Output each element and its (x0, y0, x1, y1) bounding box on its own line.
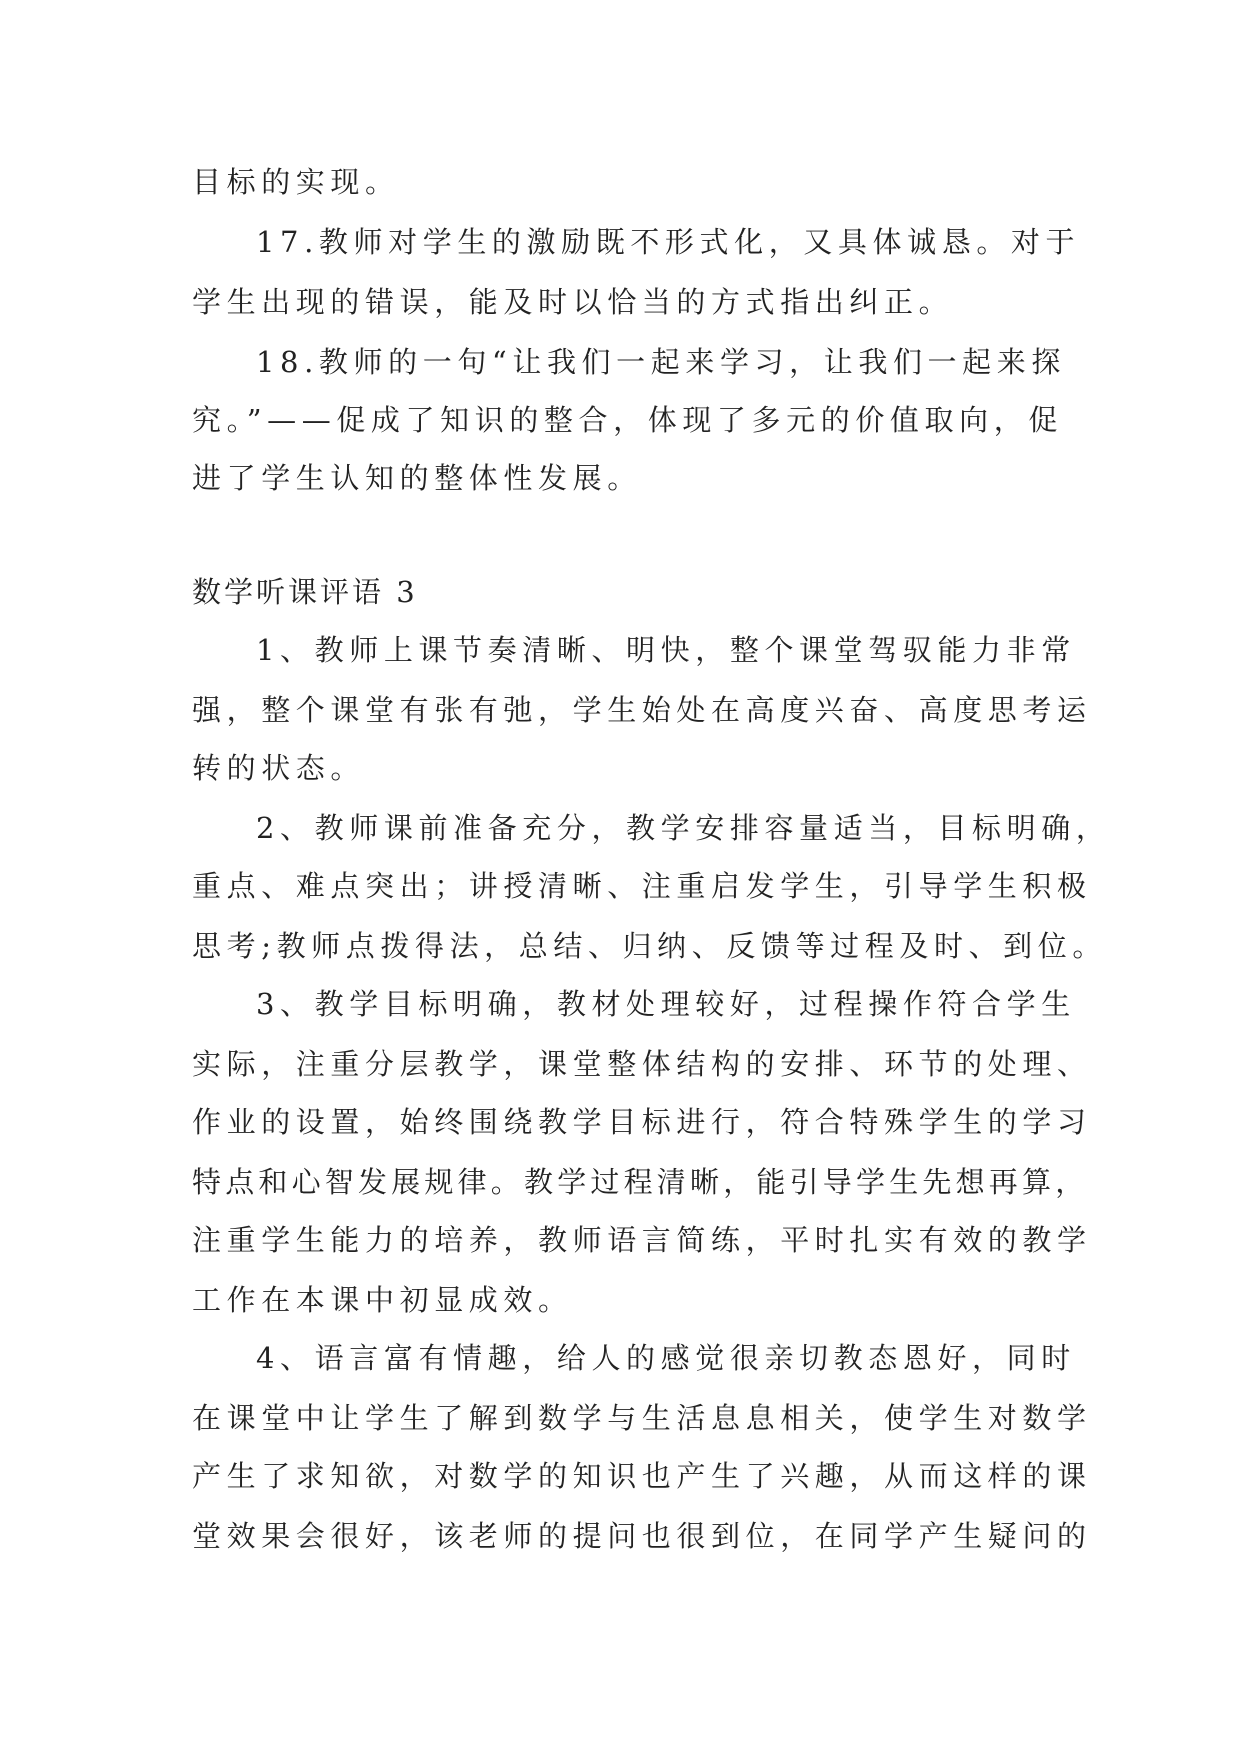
text-line: 目标的实现。 (192, 165, 400, 199)
text-line: 工作在本课中初显成效。 (192, 1283, 573, 1317)
text-line: 1、教师上课节奏清晰、明快，整个课堂驾驭能力非常 (256, 633, 1076, 667)
text-line: 思考;教师点拨得法，总结、归纳、反馈等过程及时、到位。 (192, 929, 1107, 963)
text-line: 堂效果会很好，该老师的提问也很到位，在同学产生疑问的 (192, 1519, 1092, 1553)
text-line: 作业的设置，始终围绕教学目标进行，符合特殊学生的学习 (192, 1105, 1092, 1139)
text-line: 究。”——促成了知识的整合，体现了多元的价值取向，促 (192, 403, 1063, 437)
text-line: 4、语言富有情趣，给人的感觉很亲切教态恩好，同时 (256, 1341, 1076, 1375)
text-line: 特点和心智发展规律。教学过程清晰，能引导学生先想再算， (192, 1165, 1089, 1199)
section-heading: 数学听课评语 3 (192, 575, 418, 609)
text-line: 学生出现的错误，能及时以恰当的方式指出纠正。 (192, 285, 954, 319)
text-line: 2、教师课前准备充分，教学安排容量适当，目标明确， (256, 811, 1111, 845)
text-line: 3、教学目标明确，教材处理较好，过程操作符合学生 (256, 987, 1076, 1021)
text-line: 进了学生认知的整体性发展。 (192, 461, 642, 495)
text-line: 17.教师对学生的激励既不形式化，又具体诚恳。对于 (256, 225, 1081, 259)
text-line: 在课堂中让学生了解到数学与生活息息相关，使学生对数学 (192, 1401, 1092, 1435)
text-line: 转的状态。 (192, 751, 366, 785)
text-line: 实际，注重分层教学，课堂整体结构的安排、环节的处理、 (192, 1047, 1092, 1081)
text-line: 18.教师的一句“让我们一起来学习，让我们一起来探 (256, 345, 1066, 379)
text-line: 产生了求知欲，对数学的知识也产生了兴趣，从而这样的课 (192, 1459, 1092, 1493)
text-line: 重点、难点突出；讲授清晰、注重启发学生，引导学生积极 (192, 869, 1092, 903)
text-line: 强，整个课堂有张有弛，学生始处在高度兴奋、高度思考运 (192, 693, 1092, 727)
text-line: 注重学生能力的培养，教师语言简练，平时扎实有效的教学 (192, 1223, 1092, 1257)
